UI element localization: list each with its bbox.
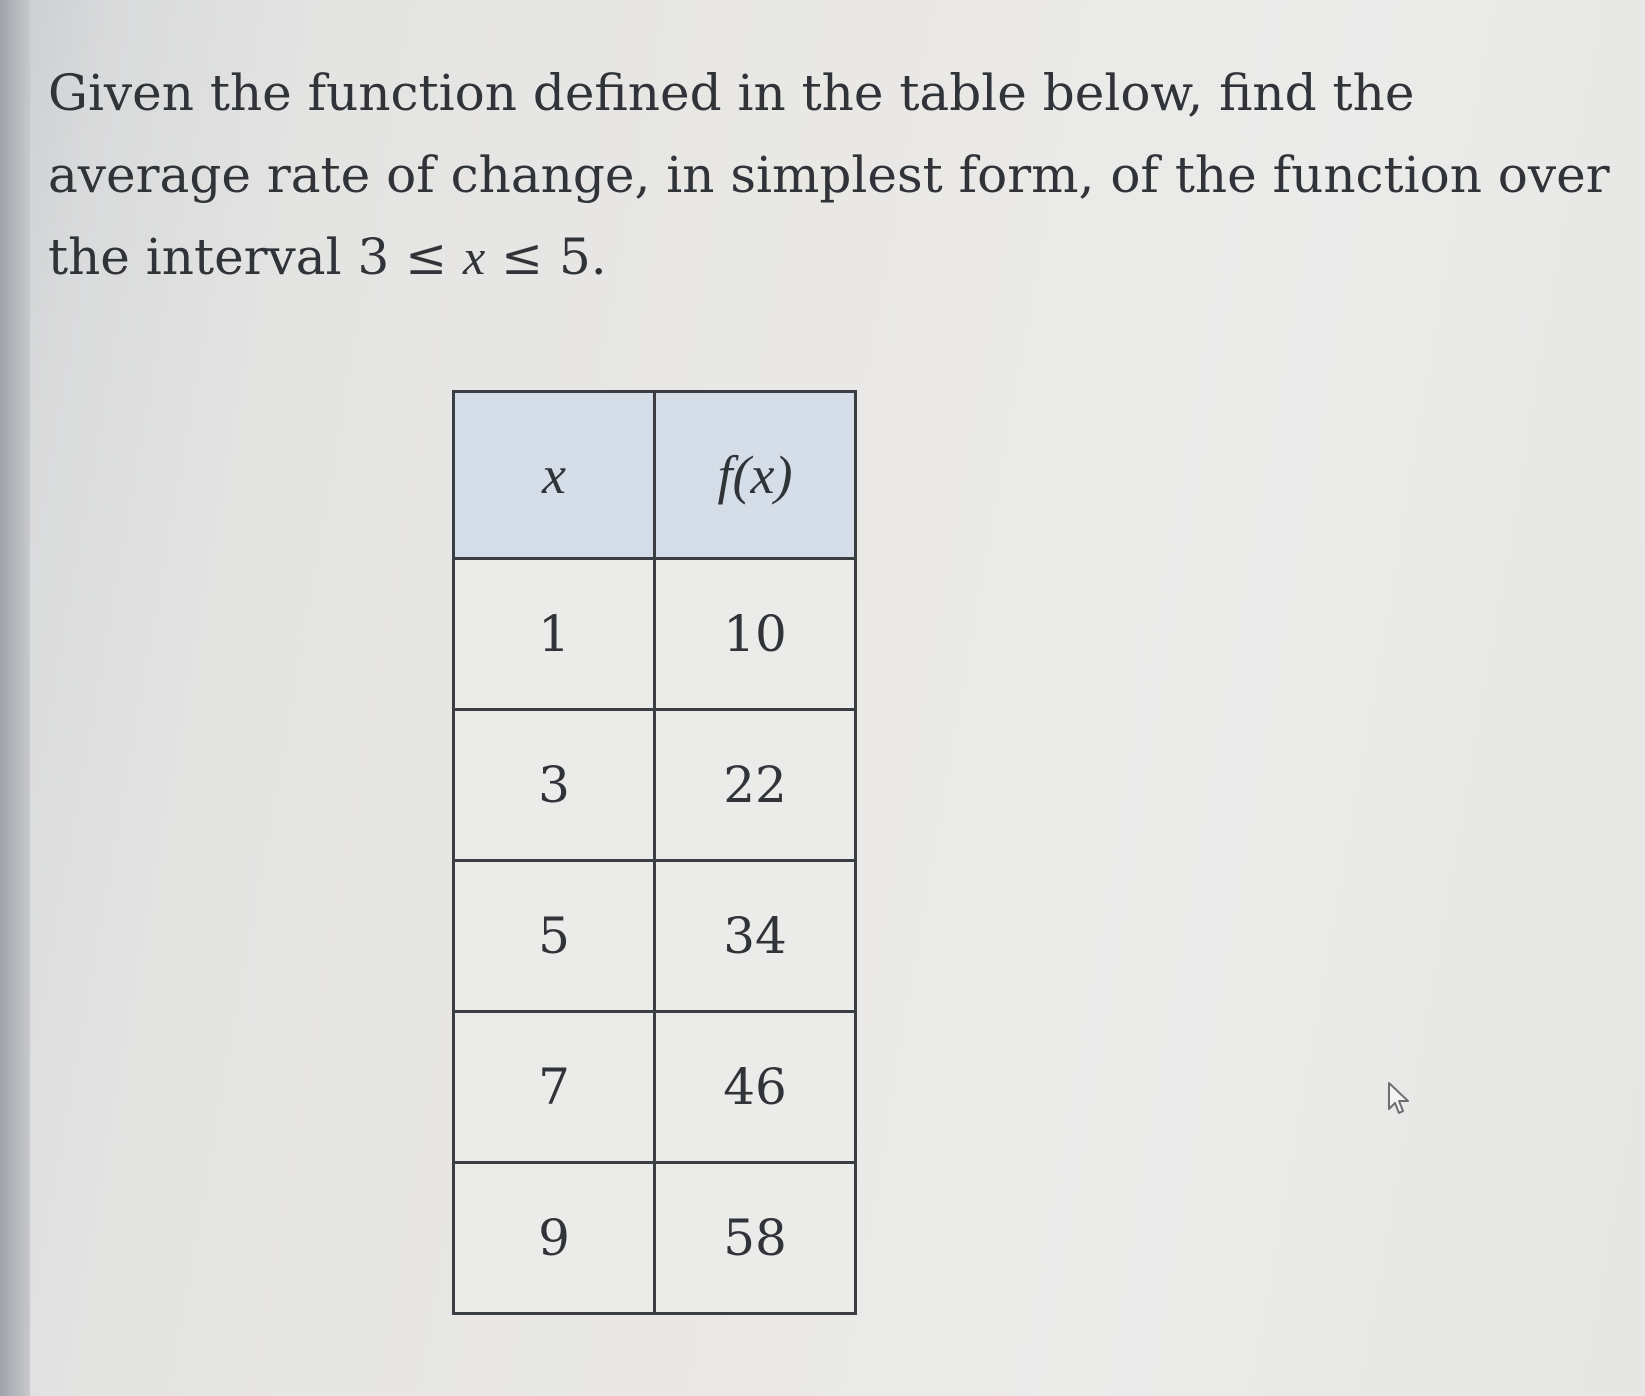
question-text bbox=[48, 52, 1608, 298]
table-header-row bbox=[454, 392, 856, 559]
interval-high: 5 bbox=[558, 228, 591, 286]
cell-x: 1 bbox=[454, 559, 655, 710]
function-table bbox=[452, 390, 857, 1315]
cell-fx: 34 bbox=[655, 861, 856, 1012]
cell-x: 7 bbox=[454, 1012, 655, 1163]
screen-edge-shadow bbox=[0, 0, 30, 1396]
cell-x: 5 bbox=[454, 861, 655, 1012]
cell-fx: 10 bbox=[655, 559, 856, 710]
header-fx: f(x) bbox=[655, 392, 856, 559]
interval-low: 3 bbox=[357, 228, 390, 286]
cell-fx: 22 bbox=[655, 710, 856, 861]
cell-x: 3 bbox=[454, 710, 655, 861]
header-x: x bbox=[454, 392, 655, 559]
cell-x: 9 bbox=[454, 1163, 655, 1314]
mouse-pointer-icon bbox=[1386, 1080, 1416, 1116]
question-line-1: Given the function defined in the table below, find the bbox=[48, 64, 1415, 122]
cell-fx: 46 bbox=[655, 1012, 856, 1163]
cell-fx: 58 bbox=[655, 1163, 856, 1314]
interval-period: . bbox=[590, 228, 607, 286]
le-symbol-2: ≤ bbox=[501, 228, 544, 286]
function-table-container bbox=[452, 390, 857, 1315]
table-row bbox=[454, 559, 856, 710]
table-row bbox=[454, 861, 856, 1012]
table-row bbox=[454, 1163, 856, 1314]
le-symbol-1: ≤ bbox=[405, 228, 448, 286]
question-line-3 bbox=[48, 216, 1608, 298]
table-row bbox=[454, 1012, 856, 1163]
interval-variable: x bbox=[463, 229, 486, 285]
table-row bbox=[454, 710, 856, 861]
question-line-2: average rate of change, in simplest form, of the function over bbox=[48, 146, 1610, 204]
question-line-3-prefix: the interval bbox=[48, 228, 358, 286]
